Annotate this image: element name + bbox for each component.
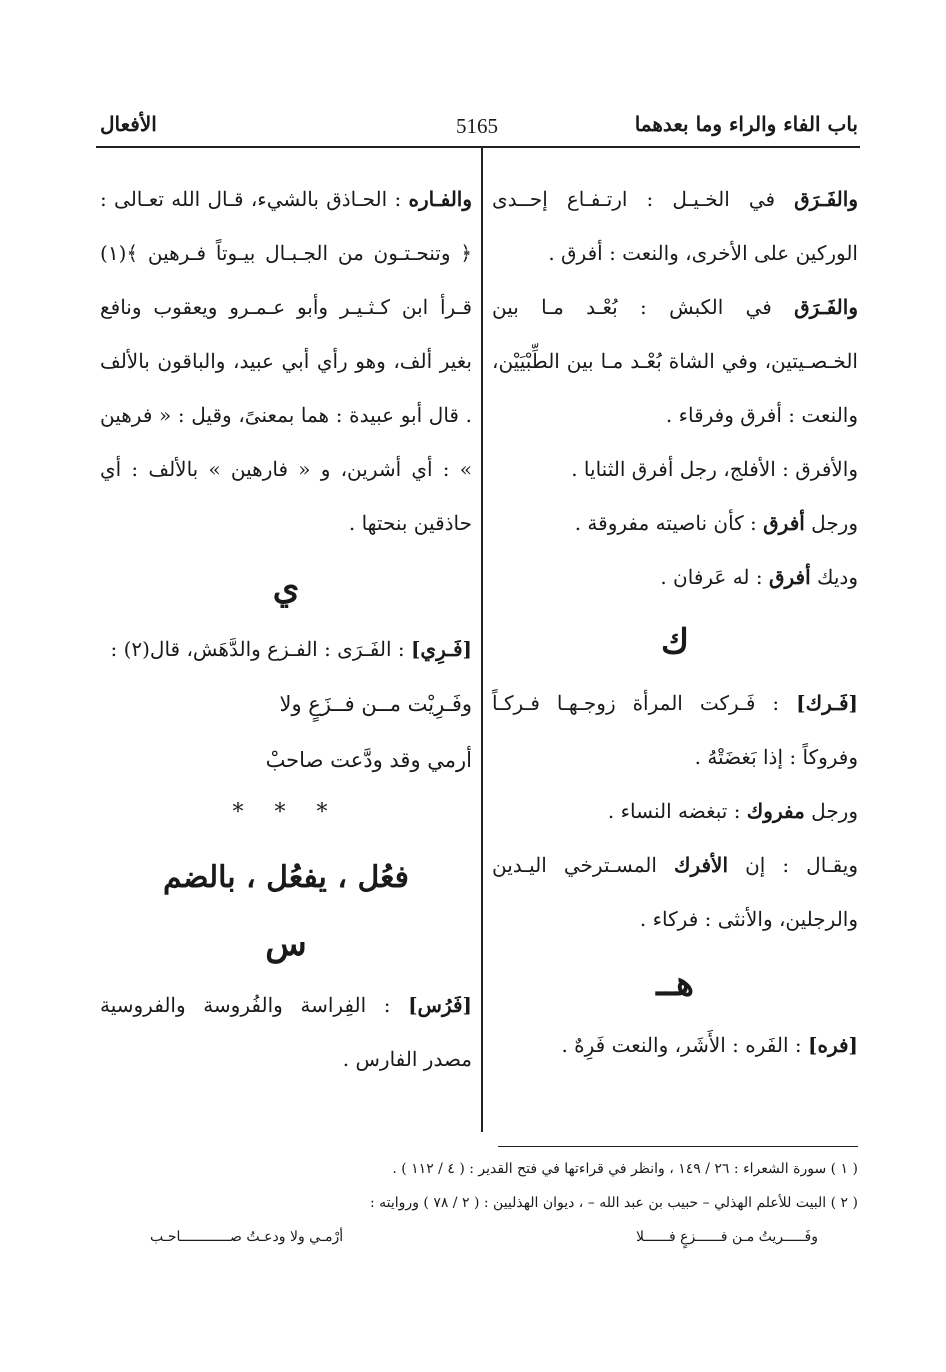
footnote-2: ( ٢ ) البيت للأعلم الهذلي – حبيب بن عبد الله – ، ديوان الهذليين : ( ٢ / ٧٨ ) وروايته : xyxy=(369,1195,858,1211)
entry-prefix: ورجل xyxy=(804,511,858,535)
entry-mafruk xyxy=(492,784,858,838)
letter-heading-ya: ي xyxy=(272,568,300,608)
footnote-1: ( ١ ) سورة الشعراء : ٢٦ / ١٤٩ ، وانظر في قراءتها في فتح القدير : ( ٤ / ١١٢ ) . xyxy=(392,1161,858,1177)
entry-afraq-man xyxy=(492,496,858,550)
entry-prefix: ورجل xyxy=(804,799,858,823)
entry-prefix: وديك xyxy=(810,565,858,589)
entry-text: : الفِراسة والفُروسة والفروسية مصدر الفارس . xyxy=(100,993,472,1071)
letter-heading-kaf: ك xyxy=(660,622,690,662)
entry-text: : كأن ناصيته مفروقة . xyxy=(574,511,764,535)
running-head-section: الأفعال xyxy=(100,112,157,136)
left-column xyxy=(100,172,472,1086)
section-title: فعُل ، يفعُل ، بالضم xyxy=(162,860,409,895)
header-rule xyxy=(96,146,860,148)
entry-fariya xyxy=(100,622,472,676)
lemma: أفرق xyxy=(763,511,805,535)
footnote-verse-second-hemistich: أرْمـي ولا ودعـتُ صــــــــــــاحـب xyxy=(150,1229,344,1245)
section-separator-stars: * * * xyxy=(232,800,340,825)
entry-faraq-ram xyxy=(492,280,858,442)
entry-farusa xyxy=(100,978,472,1086)
letter-heading-sin: س xyxy=(265,924,307,964)
entry-text: : فَـركت المرأة زوجـهـا فـركـاً وفروكاً : إذا بَغضَتْهُ . xyxy=(492,691,858,769)
entry-text: في الخـيـل : ارتـفـاع إحــدى الوركين على الأخرى، والنعت : أفرق . xyxy=(492,187,858,265)
lemma: أفرق xyxy=(768,565,811,589)
lemma: [فره] xyxy=(808,1033,858,1057)
entry-text: : الحـاذق بالشيء، قـال الله تعـالى : ﴿ وتنحـتـون من الجـبـال بيـوتاً فـرهين ﴾(١) قـرأ ابن كـثـيـر وأبو عـمـرو ويعقوب ونافع بغير ألف، وهو رأي أبي عبيد، والباقون بالألف . قال أبو عبيدة : هما بمعنىً، وقيل : « فرهين » : أي أشرين، و « فارهين » بالألف : أي حاذقين بنحتها . xyxy=(100,187,472,535)
lemma: مفروك xyxy=(746,799,805,823)
entry-farih xyxy=(492,1018,858,1072)
page-header xyxy=(98,112,858,146)
right-column xyxy=(492,172,858,1072)
entry-faraq-horse xyxy=(492,172,858,280)
lemma: [فَـرِي] xyxy=(410,637,472,661)
entry-afraq-aflaj: والأفرق : الأفلج، رجل أفرق الثنايا . xyxy=(571,457,858,481)
lemma: الأفرك xyxy=(673,853,729,877)
verse-line-1: وفَـرِيْت مــن فــزَعٍ ولا xyxy=(279,692,472,716)
entry-farak xyxy=(492,676,858,784)
lemma: [فَرُس] xyxy=(408,993,472,1017)
footnotes xyxy=(150,1152,858,1254)
entry-text: المسـترخي اليـدين والرجلين، والأنثى : فركاء . xyxy=(492,853,858,931)
lemma: والفَـرَق xyxy=(794,295,858,319)
footnote-rule xyxy=(498,1146,858,1147)
entry-text: : تبغضه النساء . xyxy=(607,799,747,823)
footnote-verse xyxy=(150,1220,858,1254)
entry-text: في الكبش : بُعْـد مـا بين الخـصـيتين، وفي الشاة بُعْـد مـا بين الطِّبْيَيْن، والنعت : أفرق وفرقاء . xyxy=(492,295,858,427)
running-head-chapter: باب الفاء والراء وما بعدهما xyxy=(634,112,858,136)
entry-farih-skilled xyxy=(100,172,472,550)
page-number: 5165 xyxy=(456,114,498,138)
entry-afrak xyxy=(492,838,858,946)
entry-afraq-rooster xyxy=(492,550,858,604)
lemma: [فَـرك] xyxy=(796,691,858,715)
entry-text: : له عَرفان . xyxy=(660,565,769,589)
lemma: والفَـرَق xyxy=(794,187,858,211)
entry-text: : الفَـرَى : الفـزع والدَّهَش، قال(٢) : xyxy=(110,637,411,661)
entry-text: : الفَره : الأَشَر، والنعت فَرِهٌ . xyxy=(561,1033,808,1057)
column-divider xyxy=(481,148,483,1132)
letter-heading-ha: هــ xyxy=(656,964,694,1004)
verse-line-2: أرمي وقد ودَّعت صاحبْ xyxy=(265,748,472,772)
lemma: والفـاره xyxy=(408,187,472,211)
footnote-verse-first-hemistich: وفَـــــريتُ مـن فــــــزعٍ فــــــلا xyxy=(636,1229,818,1245)
entry-prefix: ويقـال : إن xyxy=(728,853,858,877)
